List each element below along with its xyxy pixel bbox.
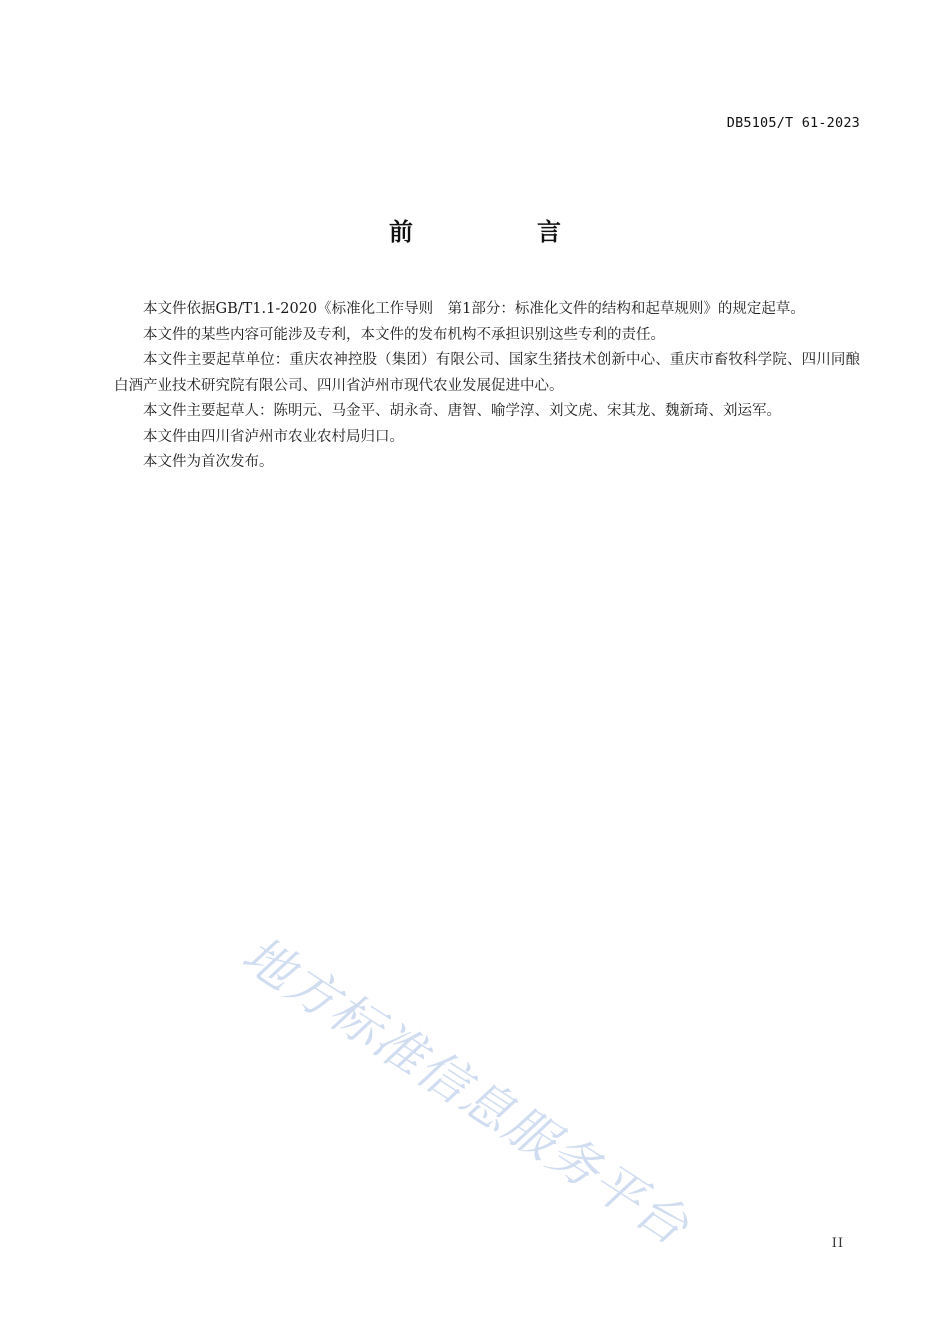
paragraph-patent: 本文件的某些内容可能涉及专利，本文件的发布机构不承担识别这些专利的责任。 bbox=[143, 326, 665, 343]
page-title: 前 言 bbox=[389, 218, 611, 246]
paragraph-basis: 本文件依据GB/T1.1-2020《标准化工作导则 第1部分：标准化文件的结构和起草规则》的规定起草。 bbox=[143, 301, 805, 317]
watermark: 地方标准信息服务平台 bbox=[232, 925, 700, 1257]
page-number: II bbox=[831, 1236, 844, 1251]
document-code: DB5105/T 61-2023 bbox=[726, 115, 860, 131]
paragraph-first-release: 本文件为首次发布。 bbox=[143, 454, 274, 470]
paragraph-drafting-units: 本文件主要起草单位：重庆农神控股（集团）有限公司、国家生猪技术创新中心、重庆市畜牧科学院、四川同酿白酒产业技术研究院有限公司、四川省泸州市现代农业发展促进中心。 bbox=[114, 352, 860, 394]
document-body bbox=[114, 297, 860, 476]
paragraph-responsible-body: 本文件由四川省泸州市农业农村局归口。 bbox=[143, 428, 404, 445]
paragraph-drafters: 本文件主要起草人：陈明元、马金平、胡永奇、唐智、喻学淳、刘文虎、宋其龙、魏新琦、刘运军。 bbox=[143, 403, 781, 419]
